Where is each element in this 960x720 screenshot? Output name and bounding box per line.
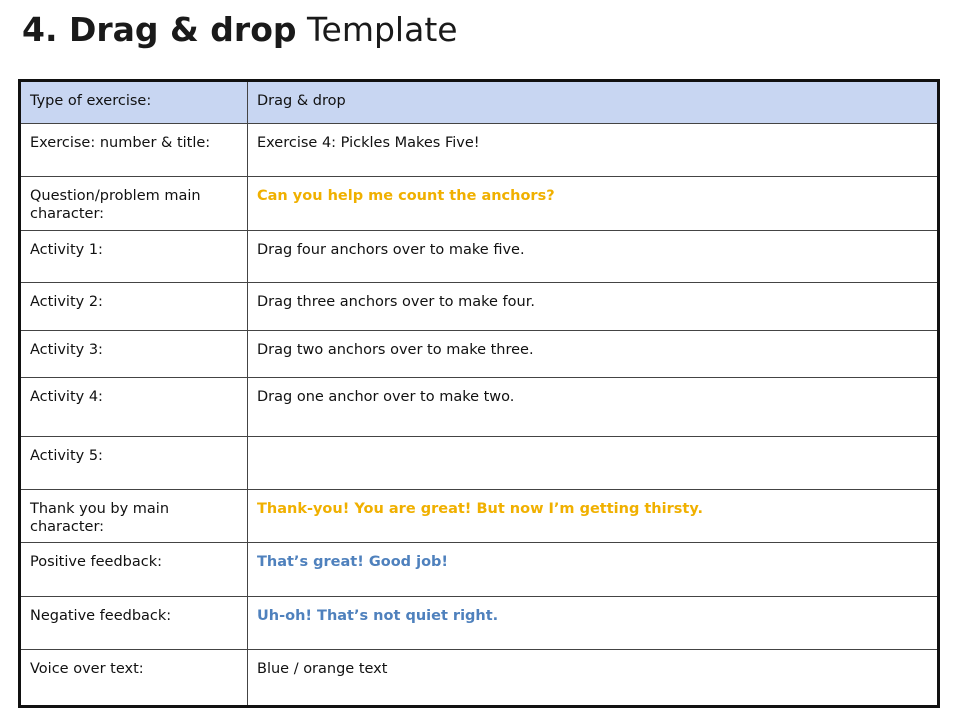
table-row — [20, 543, 939, 597]
row-value: Drag four anchors over to make five. — [248, 230, 939, 283]
row-label: Exercise: number & title: — [20, 124, 248, 177]
table-row — [20, 650, 939, 707]
row-value: Drag & drop — [248, 81, 939, 124]
row-label: Activity 2: — [20, 283, 248, 331]
row-label: Negative feedback: — [20, 596, 248, 650]
row-label: Activity 1: — [20, 230, 248, 283]
table-row — [20, 283, 939, 331]
row-label: Activity 5: — [20, 436, 248, 489]
row-value: That’s great! Good job! — [248, 543, 939, 597]
table-row — [20, 330, 939, 378]
row-value: Can you help me count the anchors? — [248, 177, 939, 231]
row-value: Uh-oh! That’s not quiet right. — [248, 596, 939, 650]
table-row — [20, 177, 939, 231]
row-value: Drag two anchors over to make three. — [248, 330, 939, 378]
table-row — [20, 81, 939, 124]
page-title — [22, 8, 458, 52]
row-label: Voice over text: — [20, 650, 248, 707]
row-label: Positive feedback: — [20, 543, 248, 597]
row-value: Drag one anchor over to make two. — [248, 378, 939, 437]
row-label: Type of exercise: — [20, 81, 248, 124]
title-number: 4. Drag & drop — [22, 10, 297, 49]
table-row — [20, 436, 939, 489]
template-table — [18, 79, 940, 708]
row-value: Drag three anchors over to make four. — [248, 283, 939, 331]
row-label: Question/problem main character: — [20, 177, 248, 231]
table-row — [20, 378, 939, 437]
row-value — [248, 436, 939, 489]
title-suffix: Template — [296, 10, 458, 49]
table-row — [20, 124, 939, 177]
row-value: Exercise 4: Pickles Makes Five! — [248, 124, 939, 177]
table-row — [20, 230, 939, 283]
row-label: Activity 3: — [20, 330, 248, 378]
row-value: Thank-you! You are great! But now I’m getting thirsty. — [248, 489, 939, 543]
row-label: Activity 4: — [20, 378, 248, 437]
table-row — [20, 596, 939, 650]
row-label: Thank you by main character: — [20, 489, 248, 543]
table-row — [20, 489, 939, 543]
row-value: Blue / orange text — [248, 650, 939, 707]
